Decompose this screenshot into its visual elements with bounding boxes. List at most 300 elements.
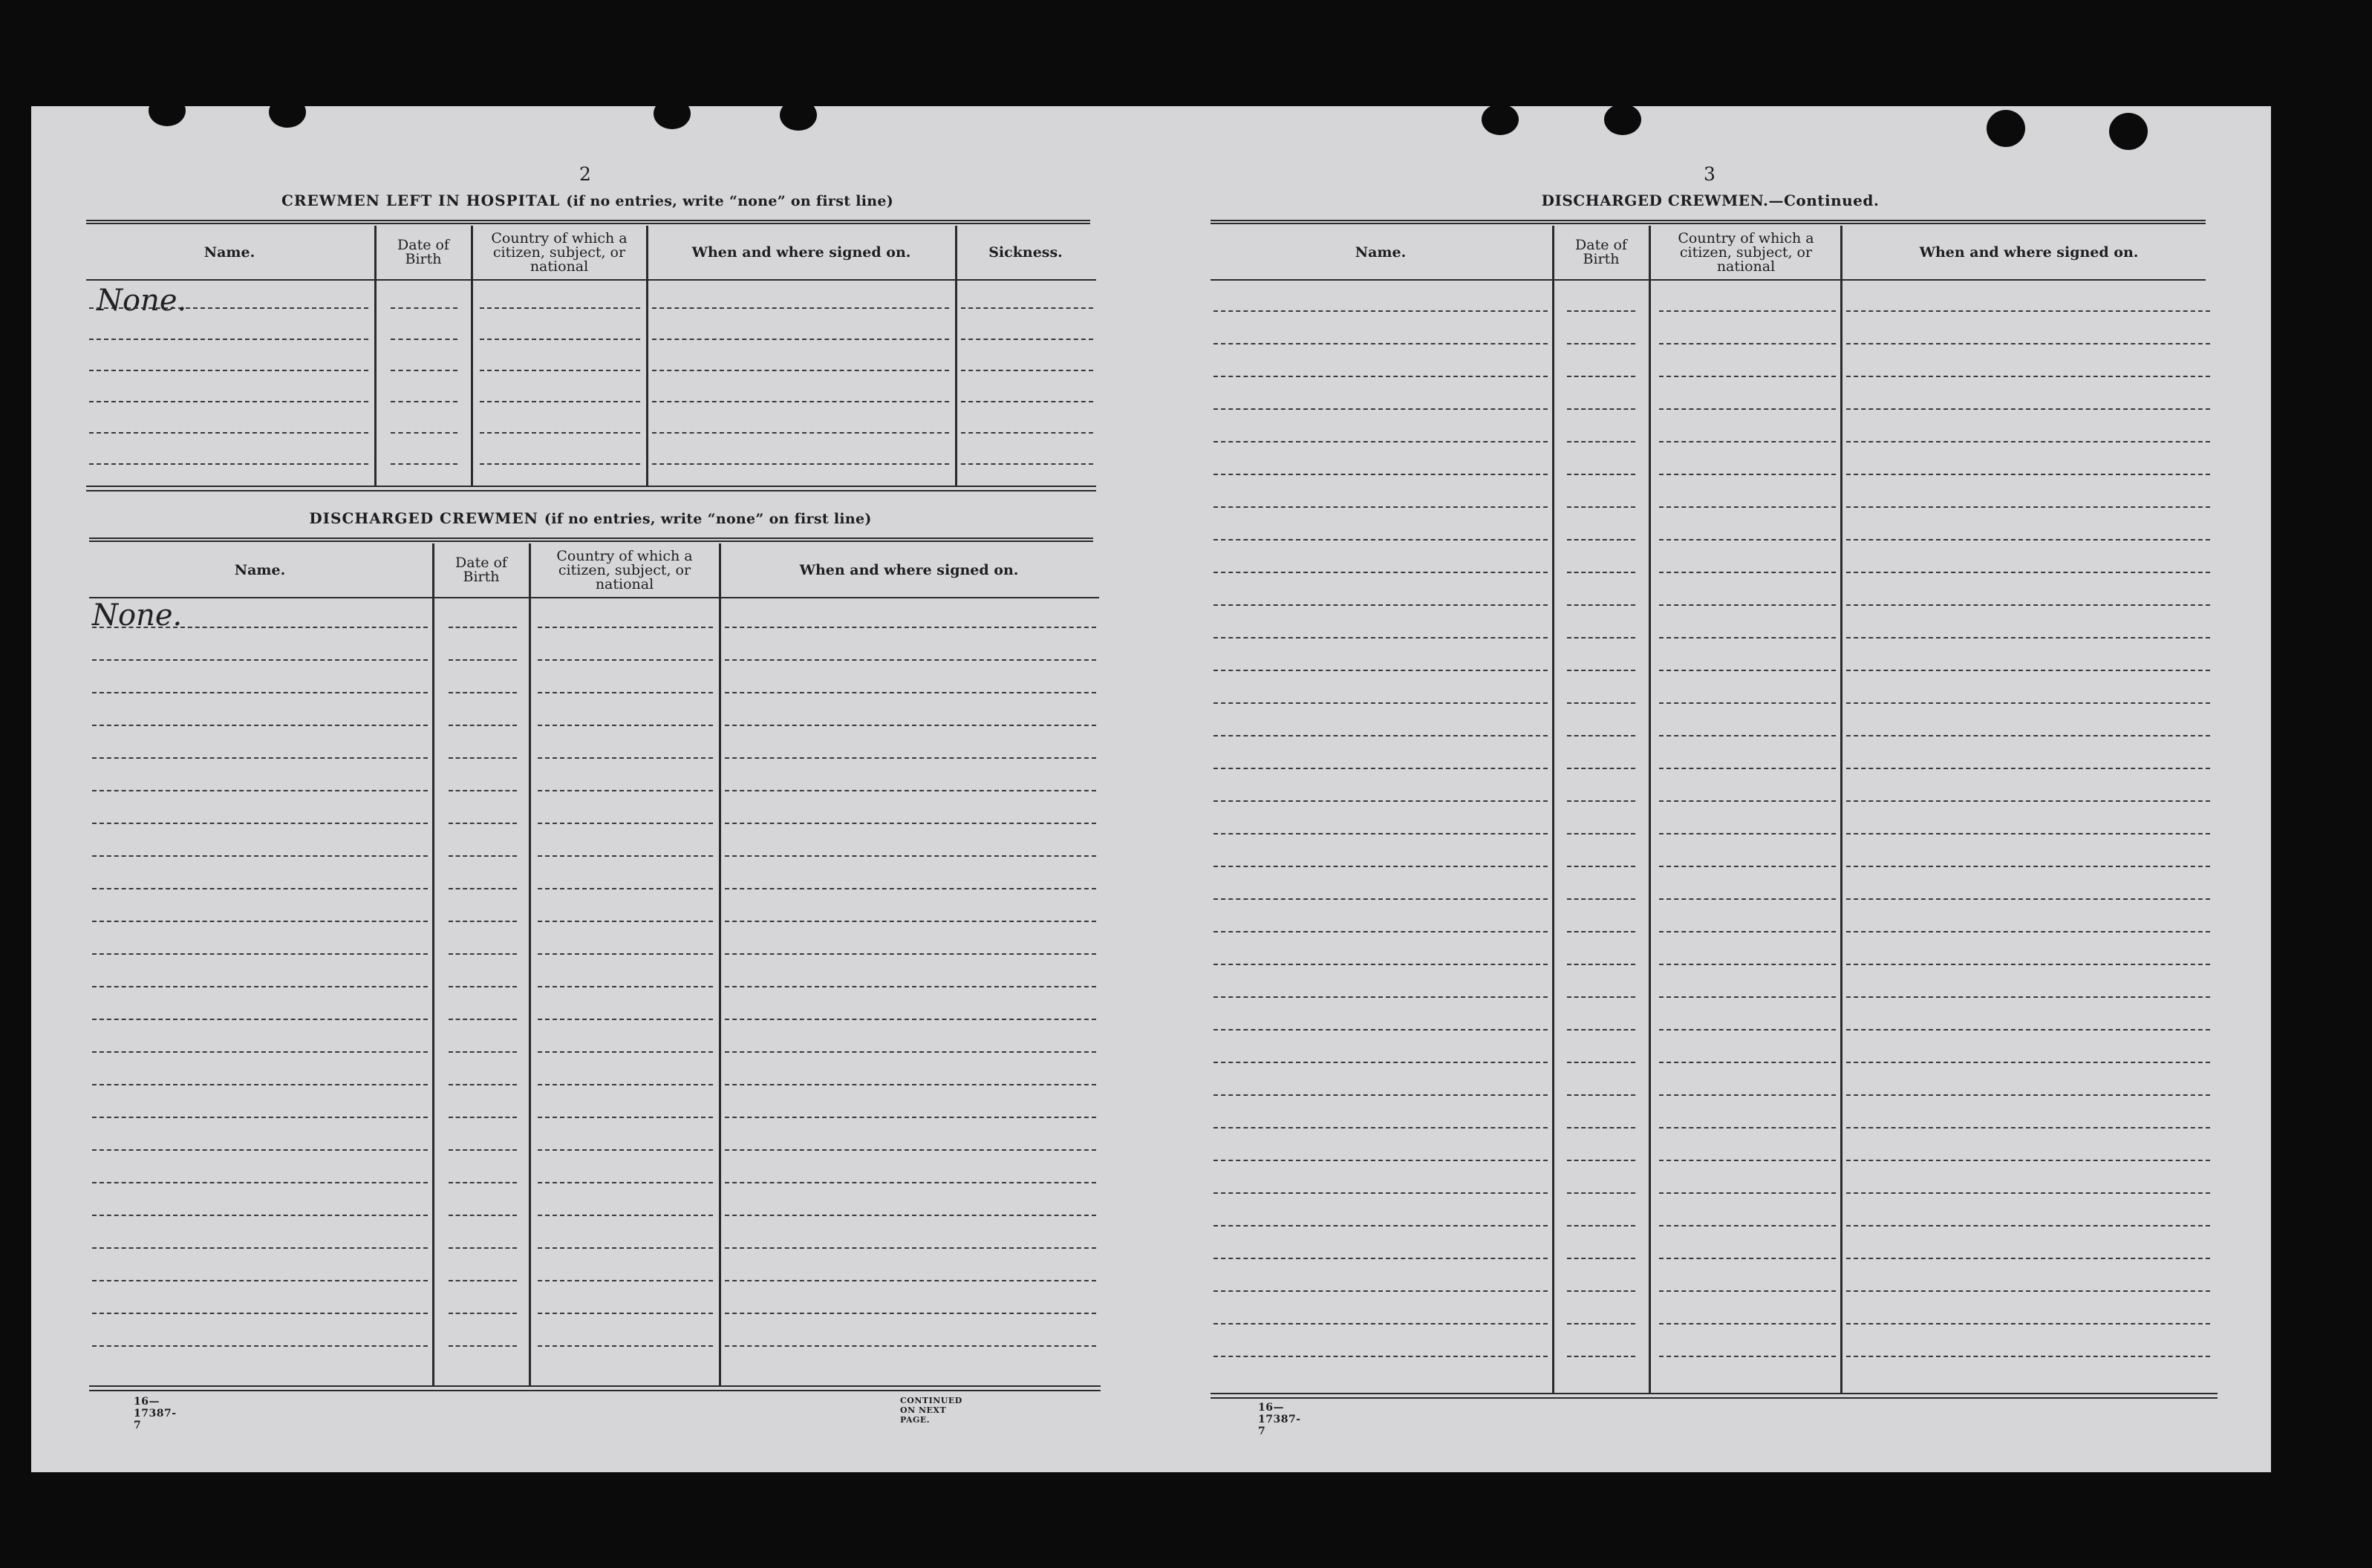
entry-line bbox=[1659, 506, 1836, 508]
entry-line bbox=[538, 1117, 713, 1118]
entry-line bbox=[1846, 1290, 2210, 1292]
entry-line bbox=[538, 888, 713, 889]
column-header-date-of-birth: Date of Birth bbox=[397, 237, 449, 267]
entry-line bbox=[449, 757, 517, 759]
entry-line bbox=[92, 986, 428, 987]
entry-line bbox=[1659, 1290, 1836, 1292]
entry-line bbox=[725, 757, 1096, 759]
table-bottom-rule bbox=[86, 490, 1096, 491]
entry-line bbox=[725, 1182, 1096, 1183]
entry-line bbox=[725, 659, 1096, 661]
column-header-name: Name. bbox=[1355, 244, 1407, 261]
entry-line bbox=[1846, 735, 2210, 736]
entry-line bbox=[1659, 1192, 1836, 1194]
entry-line bbox=[725, 1117, 1096, 1118]
entry-line bbox=[1567, 539, 1635, 540]
discharged-top-rule bbox=[89, 538, 1093, 542]
entry-line bbox=[1846, 637, 2210, 638]
entry-line bbox=[1213, 1094, 1548, 1096]
entry-line bbox=[1567, 604, 1635, 606]
entry-line bbox=[92, 659, 428, 661]
entry-line bbox=[725, 953, 1096, 955]
entry-line bbox=[1567, 637, 1635, 638]
table-bottom-rule bbox=[89, 1385, 1101, 1387]
table-bottom-rule bbox=[1211, 1393, 2218, 1394]
hospital-table bbox=[86, 226, 1096, 489]
entry-line bbox=[449, 790, 517, 791]
entry-line bbox=[538, 1313, 713, 1314]
column-header-name: Name. bbox=[234, 561, 286, 578]
entry-line bbox=[1213, 866, 1548, 867]
punch-hole bbox=[1482, 104, 1519, 135]
entry-line bbox=[652, 401, 949, 402]
entry-line bbox=[449, 1313, 517, 1314]
entry-line bbox=[449, 659, 517, 661]
entry-line bbox=[538, 627, 713, 628]
entry-line bbox=[1659, 1127, 1836, 1128]
entry-line bbox=[1846, 604, 2210, 606]
column-divider bbox=[432, 543, 434, 1385]
entry-line bbox=[1567, 506, 1635, 508]
entry-line bbox=[449, 1280, 517, 1281]
continued-note: CONTINUED ON NEXT PAGE. bbox=[900, 1396, 962, 1425]
entry-line bbox=[1659, 343, 1836, 344]
entry-line bbox=[89, 370, 368, 371]
entry-line bbox=[1567, 866, 1635, 867]
entry-line bbox=[1846, 539, 2210, 540]
entry-line bbox=[449, 921, 517, 922]
hospital-section-title bbox=[86, 192, 1089, 209]
column-divider bbox=[1840, 226, 1842, 1393]
entry-line bbox=[391, 370, 457, 371]
entry-line bbox=[92, 855, 428, 857]
entry-line bbox=[538, 1149, 713, 1151]
entry-line bbox=[92, 1247, 428, 1249]
entry-line bbox=[1567, 441, 1635, 442]
entry-line bbox=[1213, 1290, 1548, 1292]
entry-line bbox=[449, 823, 517, 824]
column-header-country: Country of which a citizen, subject, or national bbox=[491, 229, 628, 275]
entry-line bbox=[92, 1280, 428, 1281]
entry-line bbox=[1567, 800, 1635, 802]
entry-line bbox=[480, 307, 640, 309]
entry-line bbox=[725, 1051, 1096, 1053]
entry-line bbox=[1846, 376, 2210, 377]
entry-line bbox=[1567, 1094, 1635, 1096]
entry-line bbox=[449, 888, 517, 889]
entry-line bbox=[1567, 1160, 1635, 1161]
entry-line bbox=[1213, 1258, 1548, 1259]
table-bottom-rule bbox=[89, 1390, 1101, 1391]
entry-line bbox=[1659, 1094, 1836, 1096]
entry-line bbox=[1659, 1029, 1836, 1030]
column-header-country: Country of which a citizen, subject, or national bbox=[556, 547, 693, 592]
entry-line bbox=[652, 307, 949, 309]
entry-line bbox=[1659, 768, 1836, 769]
entry-line bbox=[89, 432, 368, 434]
entry-line bbox=[1213, 833, 1548, 834]
entry-line bbox=[1846, 768, 2210, 769]
punch-hole bbox=[1987, 110, 2025, 147]
entry-line bbox=[652, 370, 949, 371]
handwritten-entry: None. bbox=[92, 598, 183, 633]
table-bottom-rule bbox=[86, 486, 1096, 487]
entry-line bbox=[538, 953, 713, 955]
entry-line bbox=[449, 1149, 517, 1151]
column-divider bbox=[955, 226, 957, 486]
entry-line bbox=[725, 888, 1096, 889]
entry-line bbox=[1846, 1094, 2210, 1096]
entry-line bbox=[1659, 1356, 1836, 1357]
entry-line bbox=[725, 823, 1096, 824]
entry-line bbox=[1846, 800, 2210, 802]
entry-line bbox=[1846, 506, 2210, 508]
entry-line bbox=[92, 1084, 428, 1085]
entry-line bbox=[538, 1345, 713, 1347]
entry-line bbox=[1846, 670, 2210, 671]
entry-line bbox=[725, 1280, 1096, 1281]
entry-line bbox=[1567, 474, 1635, 475]
entry-line bbox=[92, 757, 428, 759]
entry-line bbox=[1567, 702, 1635, 704]
header-rule bbox=[1211, 279, 2206, 281]
entry-line bbox=[1213, 474, 1548, 475]
entry-line bbox=[1846, 572, 2210, 573]
discharged-section-title bbox=[89, 509, 1092, 527]
table-bottom-rule bbox=[1211, 1397, 2218, 1399]
entry-line bbox=[391, 401, 457, 402]
entry-line bbox=[1659, 637, 1836, 638]
discharged-continued-top-rule bbox=[1211, 220, 2206, 224]
entry-line bbox=[1567, 408, 1635, 410]
entry-line bbox=[1846, 1127, 2210, 1128]
entry-line bbox=[725, 1215, 1096, 1216]
entry-line bbox=[480, 370, 640, 371]
punch-hole bbox=[654, 98, 691, 129]
entry-line bbox=[652, 463, 949, 465]
entry-line bbox=[725, 1084, 1096, 1085]
entry-line bbox=[1659, 441, 1836, 442]
entry-line bbox=[1846, 898, 2210, 900]
entry-line bbox=[1567, 1258, 1635, 1259]
entry-line bbox=[1846, 1192, 2210, 1194]
entry-line bbox=[92, 1051, 428, 1053]
entry-line bbox=[538, 790, 713, 791]
entry-line bbox=[961, 307, 1093, 309]
entry-line bbox=[1213, 376, 1548, 377]
entry-line bbox=[725, 921, 1096, 922]
entry-line bbox=[1213, 800, 1548, 802]
entry-line bbox=[725, 1247, 1096, 1249]
entry-line bbox=[449, 1117, 517, 1118]
entry-line bbox=[1567, 310, 1635, 312]
entry-line bbox=[92, 1345, 428, 1347]
entry-line bbox=[1213, 702, 1548, 704]
entry-line bbox=[92, 921, 428, 922]
entry-line bbox=[1213, 670, 1548, 671]
entry-line bbox=[1567, 1323, 1635, 1324]
entry-line bbox=[1659, 833, 1836, 834]
entry-line bbox=[89, 463, 368, 465]
entry-line bbox=[1659, 539, 1836, 540]
entry-line bbox=[725, 1149, 1096, 1151]
entry-line bbox=[961, 339, 1093, 340]
entry-line bbox=[725, 855, 1096, 857]
column-header-signed-on: When and where signed on. bbox=[1919, 244, 2139, 261]
entry-line bbox=[1213, 441, 1548, 442]
entry-line bbox=[1213, 931, 1548, 932]
entry-line bbox=[538, 986, 713, 987]
entry-line bbox=[391, 432, 457, 434]
entry-line bbox=[538, 1182, 713, 1183]
discharged-title-note: (if no entries, write “none” on first line) bbox=[544, 511, 872, 527]
entry-line bbox=[1846, 964, 2210, 965]
entry-line bbox=[92, 1313, 428, 1314]
column-divider bbox=[471, 226, 473, 486]
page-number: 3 bbox=[1704, 163, 1716, 185]
punch-hole bbox=[780, 99, 817, 131]
handwritten-entry: None. bbox=[97, 284, 187, 318]
entry-line bbox=[1846, 343, 2210, 344]
entry-line bbox=[391, 463, 457, 465]
entry-line bbox=[1213, 1127, 1548, 1128]
entry-line bbox=[961, 432, 1093, 434]
entry-line bbox=[449, 953, 517, 955]
entry-line bbox=[1567, 343, 1635, 344]
entry-line bbox=[725, 1019, 1096, 1020]
column-header-signed-on: When and where signed on. bbox=[691, 244, 911, 261]
entry-line bbox=[1659, 604, 1836, 606]
entry-line bbox=[92, 1149, 428, 1151]
entry-line bbox=[1213, 637, 1548, 638]
entry-line bbox=[1659, 310, 1836, 312]
hospital-top-rule bbox=[86, 220, 1090, 224]
entry-line bbox=[449, 1019, 517, 1020]
hospital-title-text: CREWMEN LEFT IN HOSPITAL bbox=[281, 192, 561, 209]
entry-line bbox=[725, 790, 1096, 791]
entry-line bbox=[449, 1051, 517, 1053]
entry-line bbox=[1567, 1356, 1635, 1357]
entry-line bbox=[1846, 866, 2210, 867]
discharged-continued-table bbox=[1211, 226, 2221, 1399]
entry-line bbox=[725, 1345, 1096, 1347]
entry-line bbox=[391, 307, 457, 309]
entry-line bbox=[1846, 1258, 2210, 1259]
entry-line bbox=[538, 1280, 713, 1281]
column-header-name: Name. bbox=[203, 244, 255, 261]
entry-line bbox=[1213, 1192, 1548, 1194]
entry-line bbox=[449, 855, 517, 857]
entry-line bbox=[538, 1247, 713, 1249]
entry-line bbox=[1567, 1192, 1635, 1194]
entry-line bbox=[449, 1084, 517, 1085]
entry-line bbox=[449, 627, 517, 628]
entry-line bbox=[1659, 376, 1836, 377]
entry-line bbox=[449, 692, 517, 693]
entry-line bbox=[480, 401, 640, 402]
entry-line bbox=[1846, 833, 2210, 834]
entry-line bbox=[1567, 1029, 1635, 1030]
entry-line bbox=[1659, 735, 1836, 736]
entry-line bbox=[1659, 572, 1836, 573]
column-header-date-of-birth: Date of Birth bbox=[1575, 237, 1627, 267]
form-number: 16—17387-7 bbox=[1258, 1402, 1301, 1437]
entry-line bbox=[92, 953, 428, 955]
entry-line bbox=[1567, 376, 1635, 377]
entry-line bbox=[1567, 898, 1635, 900]
column-divider bbox=[646, 226, 648, 486]
entry-line bbox=[92, 888, 428, 889]
discharged-continued-title: DISCHARGED CREWMEN.—Continued. bbox=[1541, 192, 1880, 209]
entry-line bbox=[480, 432, 640, 434]
entry-line bbox=[1846, 702, 2210, 704]
entry-line bbox=[480, 463, 640, 465]
entry-line bbox=[961, 463, 1093, 465]
entry-line bbox=[1213, 572, 1548, 573]
column-divider bbox=[719, 543, 721, 1385]
entry-line bbox=[391, 339, 457, 340]
page-number: 2 bbox=[579, 163, 591, 185]
entry-line bbox=[92, 1182, 428, 1183]
entry-line bbox=[1846, 1323, 2210, 1324]
entry-line bbox=[1846, 310, 2210, 312]
punch-hole bbox=[149, 95, 186, 126]
entry-line bbox=[449, 1247, 517, 1249]
entry-line bbox=[89, 339, 368, 340]
entry-line bbox=[961, 370, 1093, 371]
entry-line bbox=[449, 986, 517, 987]
entry-line bbox=[538, 1215, 713, 1216]
entry-line bbox=[961, 401, 1093, 402]
entry-line bbox=[92, 725, 428, 726]
entry-line bbox=[1659, 1062, 1836, 1063]
entry-line bbox=[725, 725, 1096, 726]
entry-line bbox=[92, 1019, 428, 1020]
entry-line bbox=[538, 1084, 713, 1085]
entry-line bbox=[1659, 996, 1836, 998]
entry-line bbox=[92, 1117, 428, 1118]
entry-line bbox=[538, 1019, 713, 1020]
column-divider bbox=[1552, 226, 1554, 1393]
entry-line bbox=[1659, 1258, 1836, 1259]
entry-line bbox=[538, 692, 713, 693]
form-number: 16—17387-7 bbox=[134, 1396, 177, 1431]
entry-line bbox=[92, 692, 428, 693]
entry-line bbox=[1213, 964, 1548, 965]
entry-line bbox=[538, 659, 713, 661]
entry-line bbox=[449, 1215, 517, 1216]
entry-line bbox=[1567, 964, 1635, 965]
entry-line bbox=[725, 692, 1096, 693]
entry-line bbox=[1846, 441, 2210, 442]
column-header-signed-on: When and where signed on. bbox=[799, 561, 1019, 578]
punch-hole bbox=[2109, 113, 2148, 150]
punch-hole bbox=[269, 97, 306, 128]
entry-line bbox=[1213, 506, 1548, 508]
entry-line bbox=[1659, 474, 1836, 475]
entry-line bbox=[725, 1313, 1096, 1314]
entry-line bbox=[1213, 604, 1548, 606]
entry-line bbox=[1846, 931, 2210, 932]
discharged-title-text: DISCHARGED CREWMEN bbox=[309, 509, 538, 527]
entry-line bbox=[1567, 1127, 1635, 1128]
entry-line bbox=[1567, 572, 1635, 573]
entry-line bbox=[1659, 866, 1836, 867]
entry-line bbox=[1846, 1062, 2210, 1063]
column-divider bbox=[1649, 226, 1651, 1393]
entry-line bbox=[1567, 670, 1635, 671]
entry-line bbox=[538, 855, 713, 857]
entry-line bbox=[1213, 1323, 1548, 1324]
entry-line bbox=[449, 1345, 517, 1347]
entry-line bbox=[1846, 408, 2210, 410]
header-rule bbox=[89, 597, 1099, 598]
entry-line bbox=[1659, 1160, 1836, 1161]
entry-line bbox=[1213, 1160, 1548, 1161]
entry-line bbox=[1213, 898, 1548, 900]
entry-line bbox=[1846, 996, 2210, 998]
entry-line bbox=[1567, 996, 1635, 998]
entry-line bbox=[1213, 1029, 1548, 1030]
entry-line bbox=[1659, 1225, 1836, 1226]
entry-line bbox=[1659, 931, 1836, 932]
header-rule bbox=[86, 279, 1096, 281]
entry-line bbox=[652, 339, 949, 340]
entry-line bbox=[1213, 768, 1548, 769]
entry-line bbox=[92, 823, 428, 824]
entry-line bbox=[1567, 1062, 1635, 1063]
entry-line bbox=[1213, 310, 1548, 312]
entry-line bbox=[1213, 1062, 1548, 1063]
entry-line bbox=[725, 627, 1096, 628]
entry-line bbox=[1567, 1290, 1635, 1292]
entry-line bbox=[1567, 768, 1635, 769]
entry-line bbox=[1659, 702, 1836, 704]
entry-line bbox=[538, 725, 713, 726]
entry-line bbox=[1659, 964, 1836, 965]
entry-line bbox=[1659, 898, 1836, 900]
entry-line bbox=[480, 339, 640, 340]
punch-hole bbox=[1604, 104, 1641, 135]
entry-line bbox=[652, 432, 949, 434]
hospital-title-note: (if no entries, write “none” on first line) bbox=[566, 193, 894, 209]
entry-line bbox=[1213, 996, 1548, 998]
entry-line bbox=[89, 401, 368, 402]
entry-line bbox=[1846, 1029, 2210, 1030]
column-divider bbox=[374, 226, 377, 486]
entry-line bbox=[538, 1051, 713, 1053]
entry-line bbox=[1659, 800, 1836, 802]
entry-line bbox=[538, 823, 713, 824]
column-header-date-of-birth: Date of Birth bbox=[455, 555, 507, 585]
entry-line bbox=[449, 1182, 517, 1183]
column-header-country: Country of which a citizen, subject, or national bbox=[1678, 229, 1814, 275]
entry-line bbox=[1846, 1225, 2210, 1226]
entry-line bbox=[1213, 735, 1548, 736]
entry-line bbox=[1567, 1225, 1635, 1226]
entry-line bbox=[1213, 539, 1548, 540]
entry-line bbox=[1567, 833, 1635, 834]
entry-line bbox=[538, 757, 713, 759]
column-header-sickness: Sickness. bbox=[988, 244, 1063, 261]
entry-line bbox=[538, 921, 713, 922]
discharged-table bbox=[89, 543, 1099, 1391]
entry-line bbox=[92, 1215, 428, 1216]
entry-line bbox=[1659, 670, 1836, 671]
entry-line bbox=[92, 790, 428, 791]
entry-line bbox=[1846, 1356, 2210, 1357]
column-divider bbox=[529, 543, 531, 1385]
